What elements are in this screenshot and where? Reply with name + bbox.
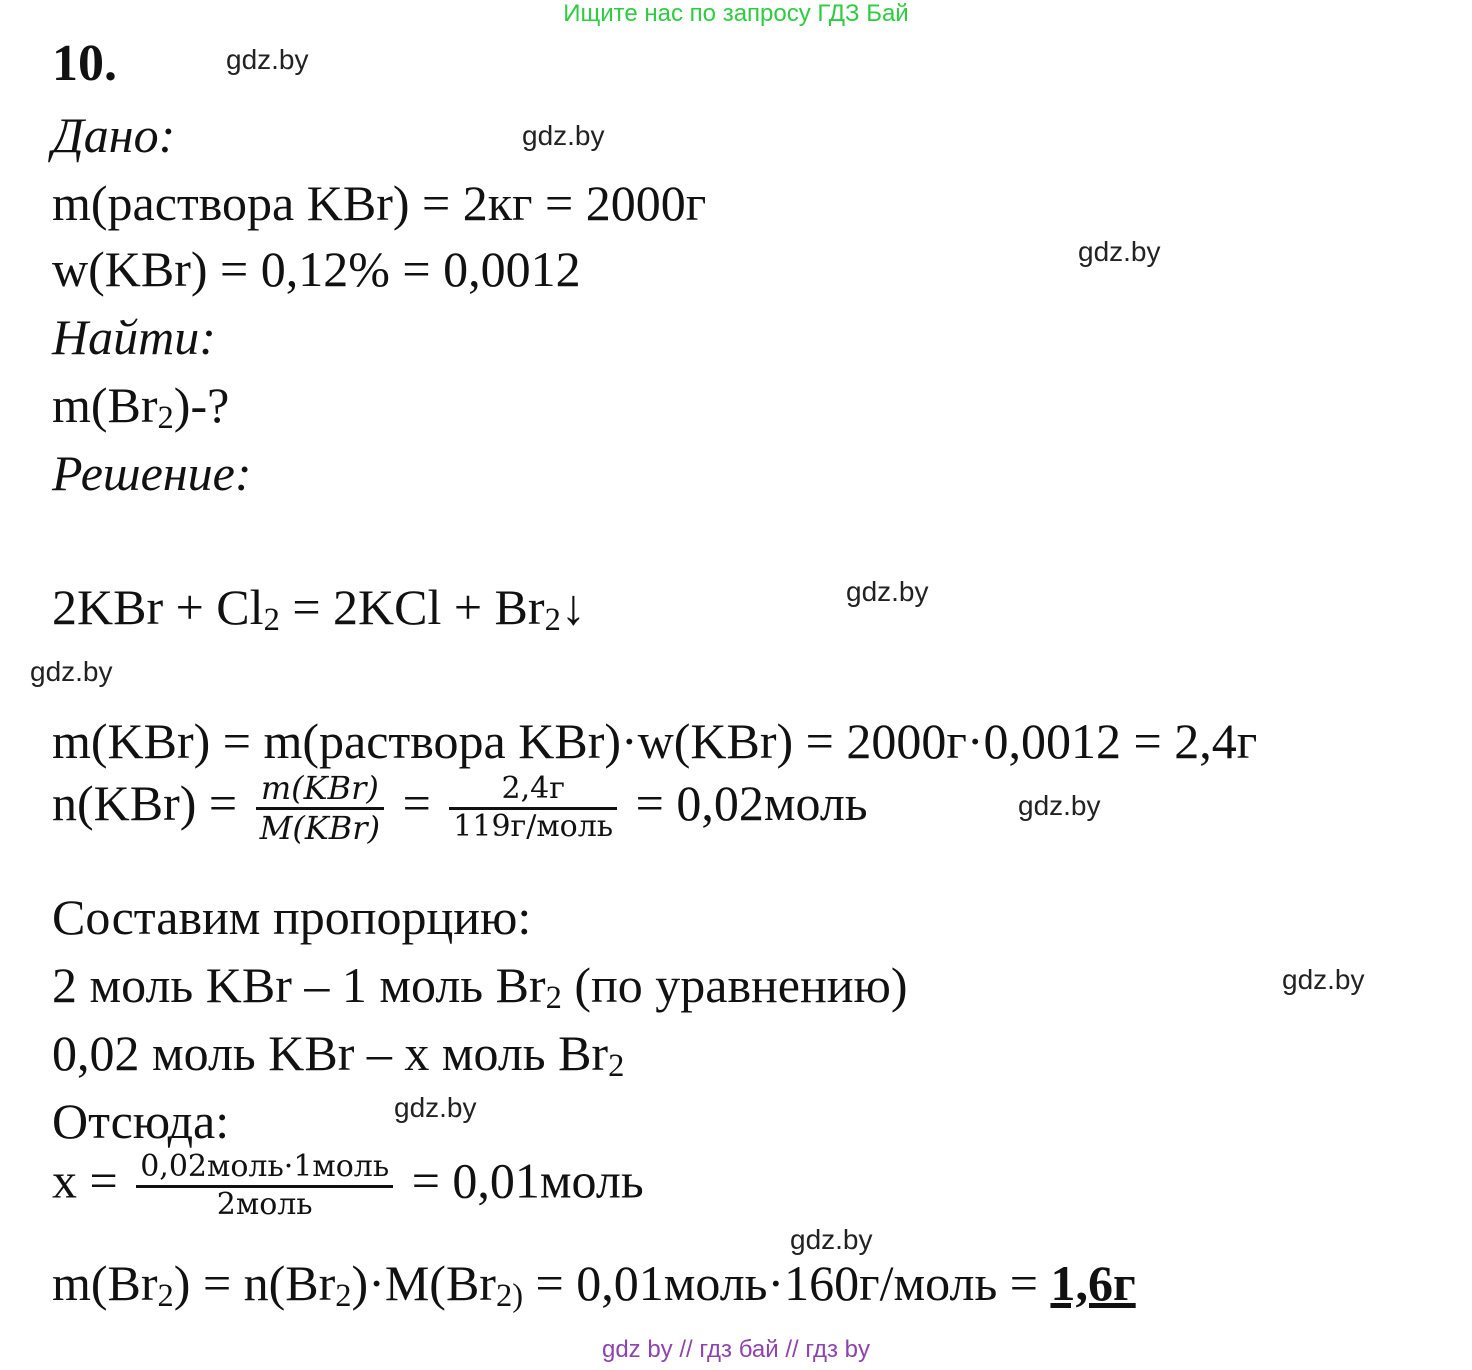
fraction-numerator: m(KBr) <box>256 770 384 810</box>
fraction-numerator: 2,4г <box>449 772 617 810</box>
moles-lhs: n(KBr) = <box>52 774 238 831</box>
fraction-numerator: 0,02моль·1моль <box>136 1150 393 1188</box>
watermark: gdz.by <box>394 1092 477 1123</box>
moles-result: = 0,02моль <box>635 774 868 831</box>
fraction-denominator: 119г/моль <box>453 808 614 844</box>
watermark: gdz.by <box>1282 964 1365 995</box>
subscript: 2) <box>495 1277 524 1314</box>
proportion-heading: Составим пропорцию: <box>52 889 532 945</box>
find-line <box>52 376 229 434</box>
final-text: m(Br <box>52 1255 158 1311</box>
equation-part: = 2KCl + Br <box>279 579 545 635</box>
watermark: gdz.by <box>226 44 309 75</box>
hence-label: Отсюда: <box>52 1093 230 1149</box>
fraction-denominator: M(KBr) <box>259 808 381 847</box>
x-calculation <box>52 1150 644 1222</box>
subscript: 2 <box>263 601 280 638</box>
fraction-x <box>136 1150 393 1222</box>
precipitate-arrow: ↓ <box>560 579 586 635</box>
proportion-text: 0,02 моль KBr – x моль Br <box>52 1025 609 1081</box>
bottom-banner: gdz by // гдз бай // гдз by <box>601 1336 871 1363</box>
solution-heading: Решение: <box>52 445 252 501</box>
find-text: )-? <box>173 377 230 433</box>
fraction-denominator: 2моль <box>216 1186 313 1222</box>
proportion-line-2 <box>52 1024 624 1082</box>
mass-kbr-calculation: m(KBr) = m(раствора KBr)·w(KBr) = 2000г·0,0012 = 2,4г <box>52 713 1258 769</box>
subscript: 2 <box>544 601 561 638</box>
watermark: gdz.by <box>790 1224 873 1255</box>
final-text: = 0,01моль·160г/моль = <box>523 1255 1051 1311</box>
watermark: gdz.by <box>846 576 929 607</box>
final-text: )·M(Br <box>351 1255 496 1311</box>
watermark: gdz.by <box>30 656 113 687</box>
reaction-equation <box>52 578 586 636</box>
x-lhs: x = <box>52 1152 118 1209</box>
subscript: 2 <box>157 1277 174 1314</box>
given-heading: Дано: <box>52 107 176 163</box>
final-text: ) = n(Br <box>173 1255 336 1311</box>
fraction-formula <box>256 770 384 847</box>
find-text: m(Br <box>52 377 158 433</box>
x-result: = 0,01моль <box>411 1152 644 1209</box>
final-answer: 1,6г <box>1050 1255 1136 1311</box>
subscript: 2 <box>157 399 174 436</box>
subscript: 2 <box>545 979 562 1016</box>
top-banner: Ищите нас по запросу ГДЗ Бай <box>563 0 909 27</box>
moles-kbr-calculation <box>52 770 868 847</box>
equation-part: 2KBr + Cl <box>52 579 264 635</box>
watermark: gdz.by <box>1078 236 1161 267</box>
subscript: 2 <box>608 1047 625 1084</box>
problem-number: 10. <box>52 35 117 92</box>
fraction-values <box>449 772 617 844</box>
proportion-line-1 <box>52 956 908 1014</box>
watermark: gdz.by <box>522 120 605 151</box>
final-calculation <box>52 1254 1136 1312</box>
proportion-text: 2 моль KBr – 1 моль Br <box>52 957 546 1013</box>
proportion-text: (по уравнению) <box>561 957 908 1013</box>
given-line-mass-fraction: w(KBr) = 0,12% = 0,0012 <box>52 241 581 297</box>
given-line-solution-mass: m(раствора KBr) = 2кг = 2000г <box>52 175 707 231</box>
watermark: gdz.by <box>1018 790 1101 821</box>
equals-sign: = <box>402 774 431 831</box>
find-heading: Найти: <box>52 309 216 365</box>
subscript: 2 <box>335 1277 352 1314</box>
